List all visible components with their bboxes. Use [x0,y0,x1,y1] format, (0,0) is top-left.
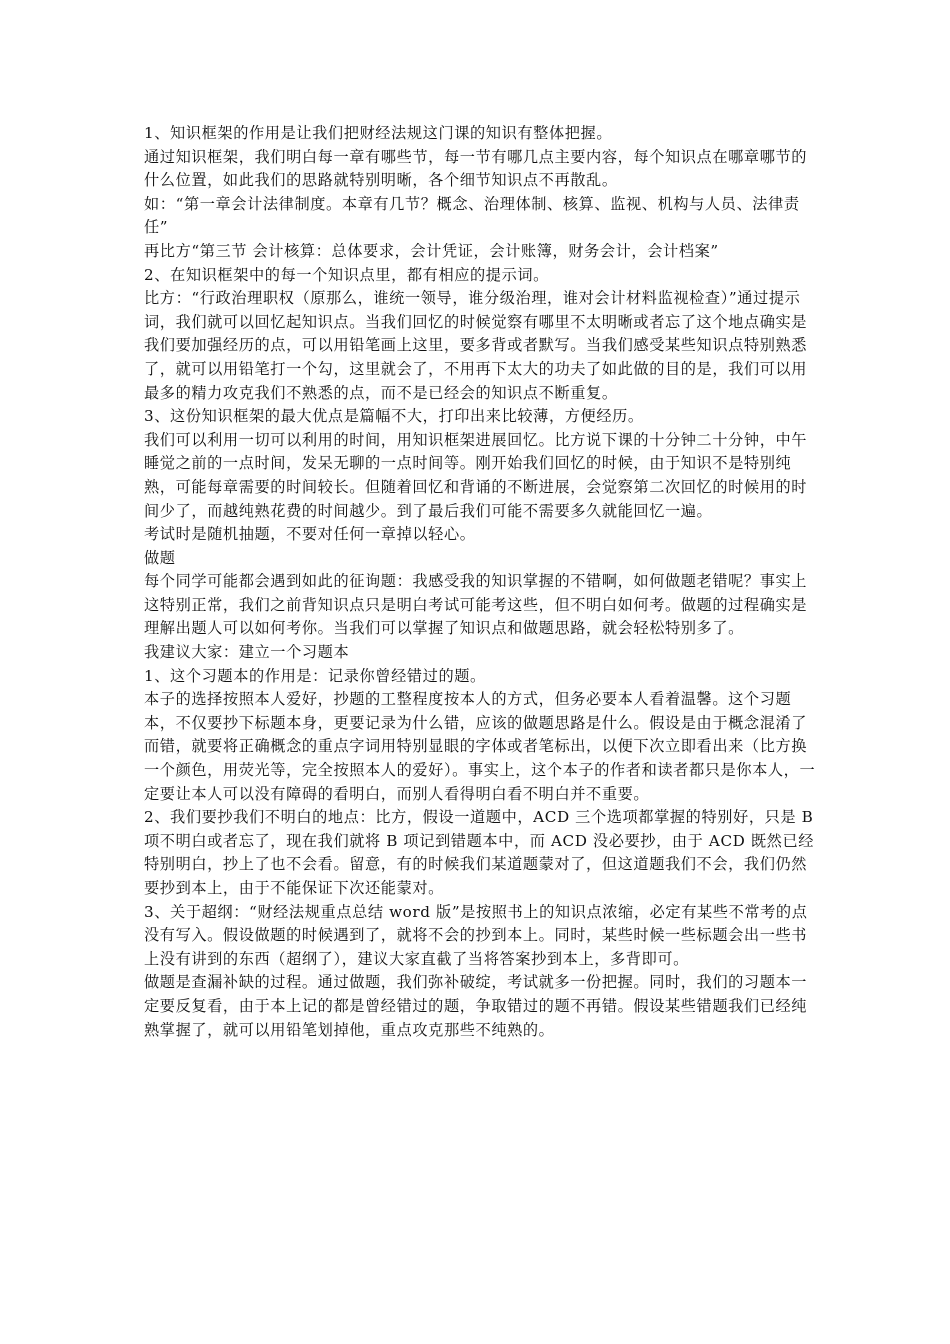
paragraph-3: 如：“第一章会计法律制度。本章有几节？概念、治理体制、核算、监视、机构与人员、法律责任” [144,194,800,237]
paragraph-12: 我建议大家：建立一个习题本 [144,643,350,662]
paragraph-7: 3、这份知识框架的最大优点是篇幅不大，打印出来比较薄，方便经历。 [144,407,644,426]
paragraph-8: 我们可以利用一切可以利用的时间，用知识框架进展回忆。比方说下课的十分钟二十分钟，中午睡觉之前的一点时间，发呆无聊的一点时间等。刚开始我们回忆的时候，由于知识不是特别纯熟，可能每章需要的时间较长。但随着回忆和背诵的不断进展，会觉察第二次回忆的时候用的时间少了，而越纯熟花费的时间越少。到了最后我们可能不需要多久就能回忆一遍。 [144,430,808,520]
paragraph-13: 1、这个习题本的作用是：记录你曾经错过的题。 [144,666,486,685]
paragraph-1: 1、知识框架的作用是让我们把财经法规这门课的知识有整体把握。 [144,124,613,142]
paragraph-11: 每个同学可能都会遇到如此的征询题：我感受我的知识掌握的不错啊，如何做题老错呢？事实上这特别正常，我们之前背知识点只是明白考试可能考这些，但不明白如何考。做题的过程确实是理解出题人可以如何考你。当我们可以掌握了知识点和做题思路，就会轻松特别多了。 [144,572,808,638]
paragraph-15: 2、我们要抄我们不明白的地点：比方，假设一道题中，ACD 三个选项都掌握的特别好，只是 B 项不明白或者忘了，现在我们就将 B 项记到错题本中，而 ACD 没必要抄，由于 ACD 既然已经特别明白，抄上了也不会看。留意，有的时候我们某道题蒙对了，但这道题我们不会，我们仍然要抄到本上，由于不能保证下次还能蒙对。 [144,808,815,897]
paragraph-5: 2、在知识框架中的每一个知识点里，都有相应的提示词。 [144,265,549,284]
paragraph-2: 通过知识框架，我们明白每一章有哪些节，每一节有哪几点主要内容，每个知识点在哪章哪节的什么位置，如此我们的思路就特别明晰，各个细节知识点不再散乱。 [144,147,808,190]
paragraph-14: 本子的选择按照本人爱好，抄题的工整程度按本人的方式，但务必要本人看着温馨。这个习题本，不仅要抄下标题本身，更要记录为什么错，应该的做题思路是什么。假设是由于概念混淆了而错，就要将正确概念的重点字词用特别显眼的字体或者笔标出，以便下次立即看出来（比方换一个颜色，用荧光等，完全按照本人的爱好）。事实上，这个本子的作者和读者都只是你本人，一定要让本人可以没有障碍的看明白，而别人看得明白看不明白并不重要。 [144,690,816,803]
section-heading-zuoti: 做题 [144,548,176,567]
paragraph-6: 比方：“行政治理职权（原那么，谁统一领导，谁分级治理，谁对会计材料监视检查）”通过提示词，我们就可以回忆起知识点。当我们回忆的时候觉察有哪里不太明晰或者忘了这个地点确实是我们要加强经历的点，可以用铅笔画上这里，要多背或者默写。当我们感受某些知识点特别熟悉了，就可以用铅笔打一个勾，这里就会了，不用再下太大的功夫了如此做的目的是，我们可以用最多的精力攻克我们不熟悉的点，而不是已经会的知识点不断重复。 [144,289,808,402]
paragraph-17: 做题是查漏补缺的过程。通过做题，我们弥补破绽，考试就多一份把握。同时，我们的习题本一定要反复看，由于本上记的都是曾经错过的题，争取错过的题不再错。假设某些错题我们已经纯熟掌握了，就可以用铅笔划掉他，重点攻克那些不纯熟的。 [144,973,808,1039]
document-body [144,122,816,1042]
paragraph-16: 3、关于超纲：“财经法规重点总结 word 版”是按照书上的知识点浓缩，必定有某些不常考的点没有写入。假设做题的时候遇到了，就将不会的抄到本上。同时，某些时候一些标题会出一些书上没有讲到的东西（超纲了），建议大家直截了当将答案抄到本上，多背即可。 [144,902,808,968]
paragraph-9: 考试时是随机抽题，不要对任何一章掉以轻心。 [144,525,476,544]
paragraph-4: 再比方“第三节 会计核算：总体要求，会计凭证，会计账簿，财务会计，会计档案” [144,241,719,260]
